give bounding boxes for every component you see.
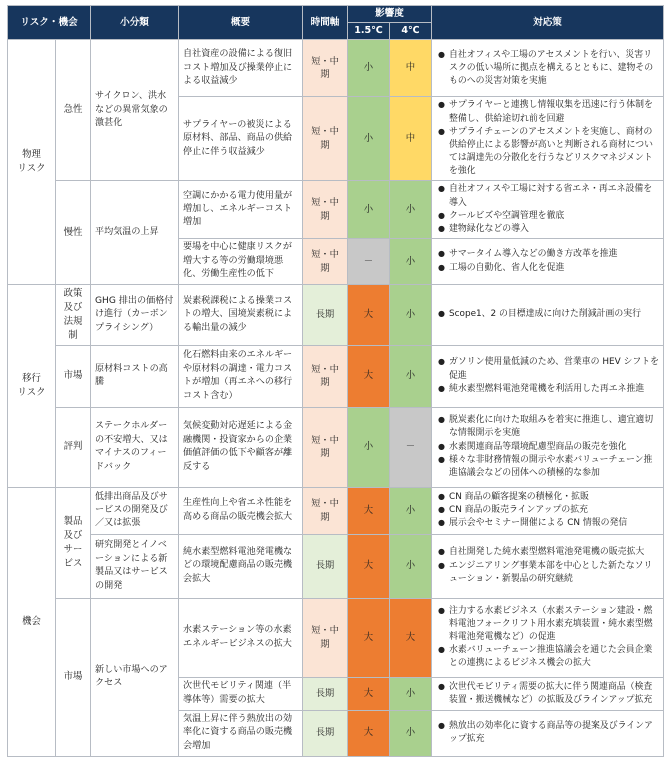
horizon-cell: 長期: [303, 710, 348, 756]
subcategory-cell: GHG 排出の価格付け進行（カーボンプライシング）: [91, 285, 179, 346]
measure-text: Scope1、2 の目標達成に向けた削減計画の実行: [449, 309, 642, 320]
bullet-icon: ●: [438, 184, 445, 194]
bullet-icon: ●: [438, 249, 445, 259]
measure-text: 自社開発した純水素型燃料電池発電機の販売拡大: [449, 547, 645, 558]
summary-cell: 自社資産の設備による復旧コスト増加及び操業停止による収益減少: [179, 40, 303, 97]
bullet-icon: ●: [438, 309, 445, 319]
measures-cell: [432, 97, 664, 181]
mid-acute: 急性: [56, 40, 91, 181]
mid-market: 市場: [56, 345, 91, 407]
measure-text: 建物緑化などの導入: [449, 223, 529, 234]
measure-text: サプライチェーンのアセスメントを実施し、商材の供給停止による影響が高いと判断される商材については調達先の分散化を行うなどリスクマネジメントを強化: [449, 126, 653, 177]
summary-cell: 化石燃料由来のエネルギーや原材料の調達・電力コストが増加（再エネへの移行コスト含む）: [179, 345, 303, 407]
horizon-cell: 短・中期: [303, 97, 348, 181]
summary-cell: 気候変動対応遅延による金融機関・投資家からの企業価値評価の低下や顧客が離反する: [179, 407, 303, 487]
mid-opportunity-market: 市場: [56, 598, 91, 756]
table-row: [8, 407, 664, 487]
horizon-cell: 短・中期: [303, 598, 348, 677]
mid-products-services: 製品及びサービス: [56, 487, 91, 598]
bullet-icon: ●: [438, 518, 445, 528]
bullet-icon: ●: [438, 126, 445, 136]
group-transition-risk: 移行 リスク: [8, 285, 56, 488]
impact-4-cell: 中: [390, 40, 432, 97]
bullet-icon: ●: [438, 605, 445, 615]
impact-4-cell: 小: [390, 534, 432, 598]
impact-1-5-cell: 小: [348, 40, 390, 97]
measures-cell: [432, 40, 664, 97]
measure-item: [436, 126, 659, 179]
measure-item: [436, 560, 659, 586]
measure-item: [436, 49, 659, 89]
measures-cell: [432, 598, 664, 677]
measure-item: [436, 223, 659, 236]
horizon-cell: 短・中期: [303, 407, 348, 487]
summary-cell: 気温上昇に伴う熱放出の効率化に資する商品の販売機会増加: [179, 710, 303, 756]
header-measures: 対応策: [432, 6, 664, 40]
measure-item: [436, 210, 659, 223]
risk-opportunity-table-container: [7, 5, 663, 757]
bullet-icon: ●: [438, 547, 445, 557]
bullet-icon: ●: [438, 383, 445, 393]
bullet-icon: ●: [438, 505, 445, 515]
impact-1-5-cell: 大: [348, 285, 390, 346]
measure-item: [436, 517, 659, 530]
measure-item: [436, 262, 659, 275]
impact-4-cell: 小: [390, 285, 432, 346]
bullet-icon: ●: [438, 645, 445, 655]
bullet-icon: ●: [438, 721, 445, 731]
impact-4-cell: 中: [390, 97, 432, 181]
summary-cell: 炭素税課税による操業コストの増大、国境炭素税による輸出量の減少: [179, 285, 303, 346]
header-scenario-4: 4℃: [390, 23, 432, 40]
measures-cell: [432, 677, 664, 710]
measure-item: [436, 605, 659, 645]
subcategory-cell: 平均気温の上昇: [91, 181, 179, 285]
group-physical-risk: 物理 リスク: [8, 40, 56, 285]
subcategory-cell: 新しい市場へのアクセス: [91, 598, 179, 756]
impact-4-cell: 小: [390, 487, 432, 534]
summary-cell: 要場を中心に健康リスクが増大する等の労働環境悪化、労働生産性の低下: [179, 239, 303, 285]
measure-text: 展示会やセミナー開催による CN 情報の発信: [449, 518, 628, 529]
measure-text: ガソリン使用量低減のため、営業車の HEV シフトを促進: [449, 357, 660, 381]
bullet-icon: ●: [438, 454, 445, 464]
bullet-icon: ●: [438, 262, 445, 272]
measures-cell: [432, 345, 664, 407]
impact-1-5-cell: 小: [348, 407, 390, 487]
bullet-icon: ●: [438, 681, 445, 691]
measure-text: 様々な非財務情報の開示や水素バリューチェーン推進協議会などの団体への積極的な参加: [449, 454, 653, 478]
mid-chronic: 慢性: [56, 181, 91, 285]
measure-text: 熱放出の効率化に資する商品等の提案及びラインアップ拡充: [449, 721, 653, 745]
summary-cell: 水素ステーション等の水素エネルギービジネスの拡大: [179, 598, 303, 677]
header-summary: 概要: [179, 6, 303, 40]
measure-item: [436, 681, 659, 707]
table-row: [8, 487, 664, 534]
impact-1-5-cell: －: [348, 239, 390, 285]
measure-item: [436, 414, 659, 440]
horizon-cell: 長期: [303, 534, 348, 598]
measure-item: [436, 504, 659, 517]
impact-1-5-cell: 小: [348, 181, 390, 239]
impact-1-5-cell: 大: [348, 534, 390, 598]
horizon-cell: 短・中期: [303, 487, 348, 534]
measures-cell: [432, 534, 664, 598]
impact-1-5-cell: 大: [348, 345, 390, 407]
header-risk-opportunity: リスク・機会: [8, 6, 91, 40]
measure-text: サプライヤーと連携し情報収集を迅速に行う体制を整備し、供給途切れ前を回避: [449, 100, 653, 124]
measure-item: [436, 383, 659, 396]
impact-4-cell: 小: [390, 710, 432, 756]
measures-cell: [432, 181, 664, 239]
measure-item: [436, 183, 659, 209]
horizon-cell: 短・中期: [303, 345, 348, 407]
impact-1-5-cell: 大: [348, 487, 390, 534]
measure-text: 脱炭素化に向けた取組みを着実に推進し、適宜適切な情報開示を実施: [449, 415, 654, 439]
table-row: [8, 285, 664, 346]
measure-item: [436, 441, 659, 454]
horizon-cell: 短・中期: [303, 181, 348, 239]
bullet-icon: ●: [438, 210, 445, 220]
table-row: [8, 345, 664, 407]
measure-text: 自社オフィスや工場のアセスメントを行い、災害リスクの低い場所に拠点を構えるとともに、建物そのものへの災害対策を実施: [449, 49, 654, 86]
measure-text: 注力する水素ビジネス（水素ステーション建設・燃料電池フォークリフト用水素充填装置・純水素型燃料電池発電機など）の促進: [449, 605, 653, 643]
bullet-icon: ●: [438, 357, 445, 367]
subcategory-cell: サイクロン、洪水などの異常気象の激甚化: [91, 40, 179, 181]
impact-4-cell: 大: [390, 598, 432, 677]
impact-4-cell: 小: [390, 181, 432, 239]
header-time-horizon: 時間軸: [303, 6, 348, 40]
subcategory-cell: 低排出商品及びサービスの開発及び／又は拡張: [91, 487, 179, 534]
group-opportunity: 機会: [8, 487, 56, 756]
impact-1-5-cell: 大: [348, 710, 390, 756]
measures-cell: [432, 407, 664, 487]
header-subcategory: 小分類: [91, 6, 179, 40]
table-row: [8, 534, 664, 598]
bullet-icon: ●: [438, 491, 445, 501]
summary-cell: 生産性向上や省エネ性能を高める商品の販売機会拡大: [179, 487, 303, 534]
impact-1-5-cell: 大: [348, 598, 390, 677]
mid-policy: 政策及び法規制: [56, 285, 91, 346]
measure-item: [436, 308, 659, 321]
mid-reputation: 評判: [56, 407, 91, 487]
impact-4-cell: 小: [390, 345, 432, 407]
summary-cell: サプライヤーの被災による原材料、部品、商品の供給停止に伴う収益減少: [179, 97, 303, 181]
horizon-cell: 短・中期: [303, 239, 348, 285]
measure-text: 自社オフィスや工場に対する省エネ・再エネ設備を導入: [449, 184, 653, 208]
table-row: [8, 598, 664, 677]
measure-text: サマータイム導入などの働き方改革を推進: [449, 249, 618, 260]
measure-item: [436, 644, 659, 670]
measure-item: [436, 546, 659, 559]
measures-cell: [432, 285, 664, 346]
bullet-icon: ●: [438, 49, 445, 59]
measure-item: [436, 356, 659, 382]
header-impact: 影響度: [348, 6, 432, 23]
impact-1-5-cell: 大: [348, 677, 390, 710]
subcategory-cell: ステークホルダーの不安増大、又はマイナスのフィードバック: [91, 407, 179, 487]
measure-text: CN 商品の顧客提案の積極化・拡販: [449, 491, 589, 502]
measure-text: 工場の自動化、省人化を促進: [449, 262, 565, 273]
horizon-cell: 長期: [303, 677, 348, 710]
measures-cell: [432, 710, 664, 756]
impact-4-cell: 小: [390, 239, 432, 285]
measure-text: CN 商品の販売ラインアップの拡充: [449, 505, 589, 516]
measure-item: [436, 248, 659, 261]
bullet-icon: ●: [438, 415, 445, 425]
subcategory-cell: 研究開発とイノベーションによる新製品又はサービスの開発: [91, 534, 179, 598]
horizon-cell: 短・中期: [303, 40, 348, 97]
impact-4-cell: －: [390, 407, 432, 487]
measure-item: [436, 491, 659, 504]
summary-cell: 次世代モビリティ関連（半導体等）需要の拡大: [179, 677, 303, 710]
table-row: [8, 40, 664, 97]
measures-cell: [432, 487, 664, 534]
risk-opportunity-table: [7, 5, 664, 757]
measure-text: 水素バリューチェーン推進協議会を通じた会員企業との連携によるビジネス機会の拡大: [449, 645, 653, 669]
bullet-icon: ●: [438, 223, 445, 233]
measure-text: エンジニアリング事業本部を中心とした新たなソリューション・新製品の研究継続: [449, 560, 653, 584]
bullet-icon: ●: [438, 100, 445, 110]
measure-item: [436, 454, 659, 480]
summary-cell: 空調にかかる電力使用量が増加し、エネルギーコスト増加: [179, 181, 303, 239]
measure-text: 水素関連商品等環境配慮型商品の販売を強化: [449, 441, 627, 452]
impact-1-5-cell: 小: [348, 97, 390, 181]
measure-item: [436, 99, 659, 125]
table-row: [8, 181, 664, 239]
horizon-cell: 長期: [303, 285, 348, 346]
measure-text: 純水素型燃料電池発電機を利活用した再エネ推進: [449, 383, 645, 394]
bullet-icon: ●: [438, 560, 445, 570]
bullet-icon: ●: [438, 441, 445, 451]
header-scenario-1-5: 1.5℃: [348, 23, 390, 40]
measures-cell: [432, 239, 664, 285]
measure-text: クールビズや空調管理を徹底: [449, 210, 565, 221]
measure-item: [436, 720, 659, 746]
measure-text: 次世代モビリティ需要の拡大に伴う関連商品（検査装置・搬送機械など）の拡販及びラインアップ拡充: [449, 681, 653, 705]
summary-cell: 純水素型燃料電池発電機などの環境配慮商品の販売機会拡大: [179, 534, 303, 598]
impact-4-cell: 小: [390, 677, 432, 710]
subcategory-cell: 原材料コストの高騰: [91, 345, 179, 407]
